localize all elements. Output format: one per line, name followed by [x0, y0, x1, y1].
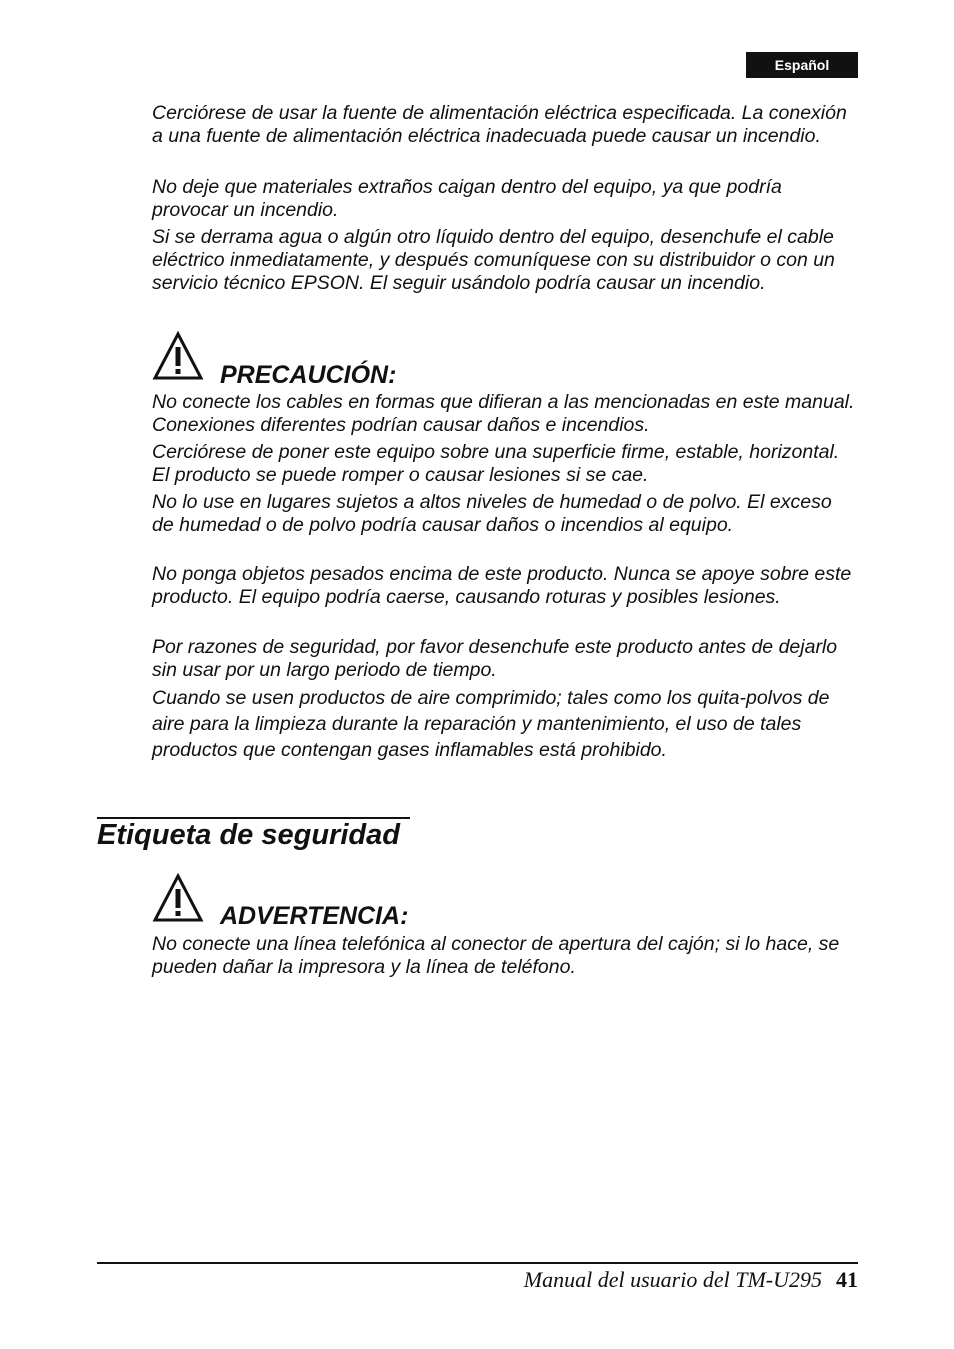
advertencia-title: ADVERTENCIA: — [220, 902, 409, 930]
caution-paragraph: Cuando se usen productos de aire comprimido; tales como los quita-polvos de aire para la limpieza durante la reparación y mantenimiento, el uso de tales productos que contengan gases inflamables está prohibido. — [152, 687, 830, 761]
page-footer — [524, 1265, 858, 1295]
caution-paragraph: No lo use en lugares sujetos a altos niveles de humedad o de polvo. El exceso de humedad o de polvo podría causar daños o incendios al equipo. — [152, 491, 832, 536]
caution-paragraph: Por razones de seguridad, por favor desenchufe este producto antes de dejarlo sin usar por un largo periodo de tiempo. — [152, 636, 838, 681]
language-tab: Español — [746, 52, 858, 78]
warning-triangle-icon — [152, 873, 204, 923]
warning-paragraph: Si se derrama agua o algún otro líquido dentro del equipo, desenchufe el cable eléctrico inmediatamente, y después comuníquese con su distribuidor o con un servicio técnico EPSON. El seguir usándolo podría causar un incendio. — [152, 226, 835, 294]
caution-paragraph: Cerciórese de poner este equipo sobre una superficie firme, estable, horizontal. El producto se puede romper o causar lesiones si se cae. — [152, 441, 840, 486]
manual-title: Manual del usuario del TM-U295 — [523, 1267, 822, 1292]
caution-title: PRECAUCIÓN: — [220, 361, 397, 389]
page-number: 41 — [836, 1267, 858, 1292]
warning-paragraph: Cerciórese de usar la fuente de alimentación eléctrica especificada. La conexión a una fuente de alimentación eléctrica inadecuada puede causar un incendio. — [152, 102, 847, 147]
footer-rule — [97, 1262, 858, 1264]
advertencia-paragraph: No conecte una línea telefónica al conector de apertura del cajón; si lo hace, se pueden dañar la impresora y la línea de teléfono. — [152, 933, 840, 978]
caution-paragraph: No conecte los cables en formas que difieran a las mencionadas en este manual. Conexiones diferentes podrían causar daños e incendios. — [152, 391, 855, 436]
warning-triangle-icon — [152, 331, 204, 381]
warning-paragraph: No deje que materiales extraños caigan dentro del equipo, ya que podría provocar un incendio. — [152, 176, 782, 221]
caution-paragraph: No ponga objetos pesados encima de este producto. Nunca se apoye sobre este producto. El equipo podría caerse, causando roturas y posibles lesiones. — [152, 563, 852, 608]
section-title: Etiqueta de seguridad — [97, 819, 400, 851]
